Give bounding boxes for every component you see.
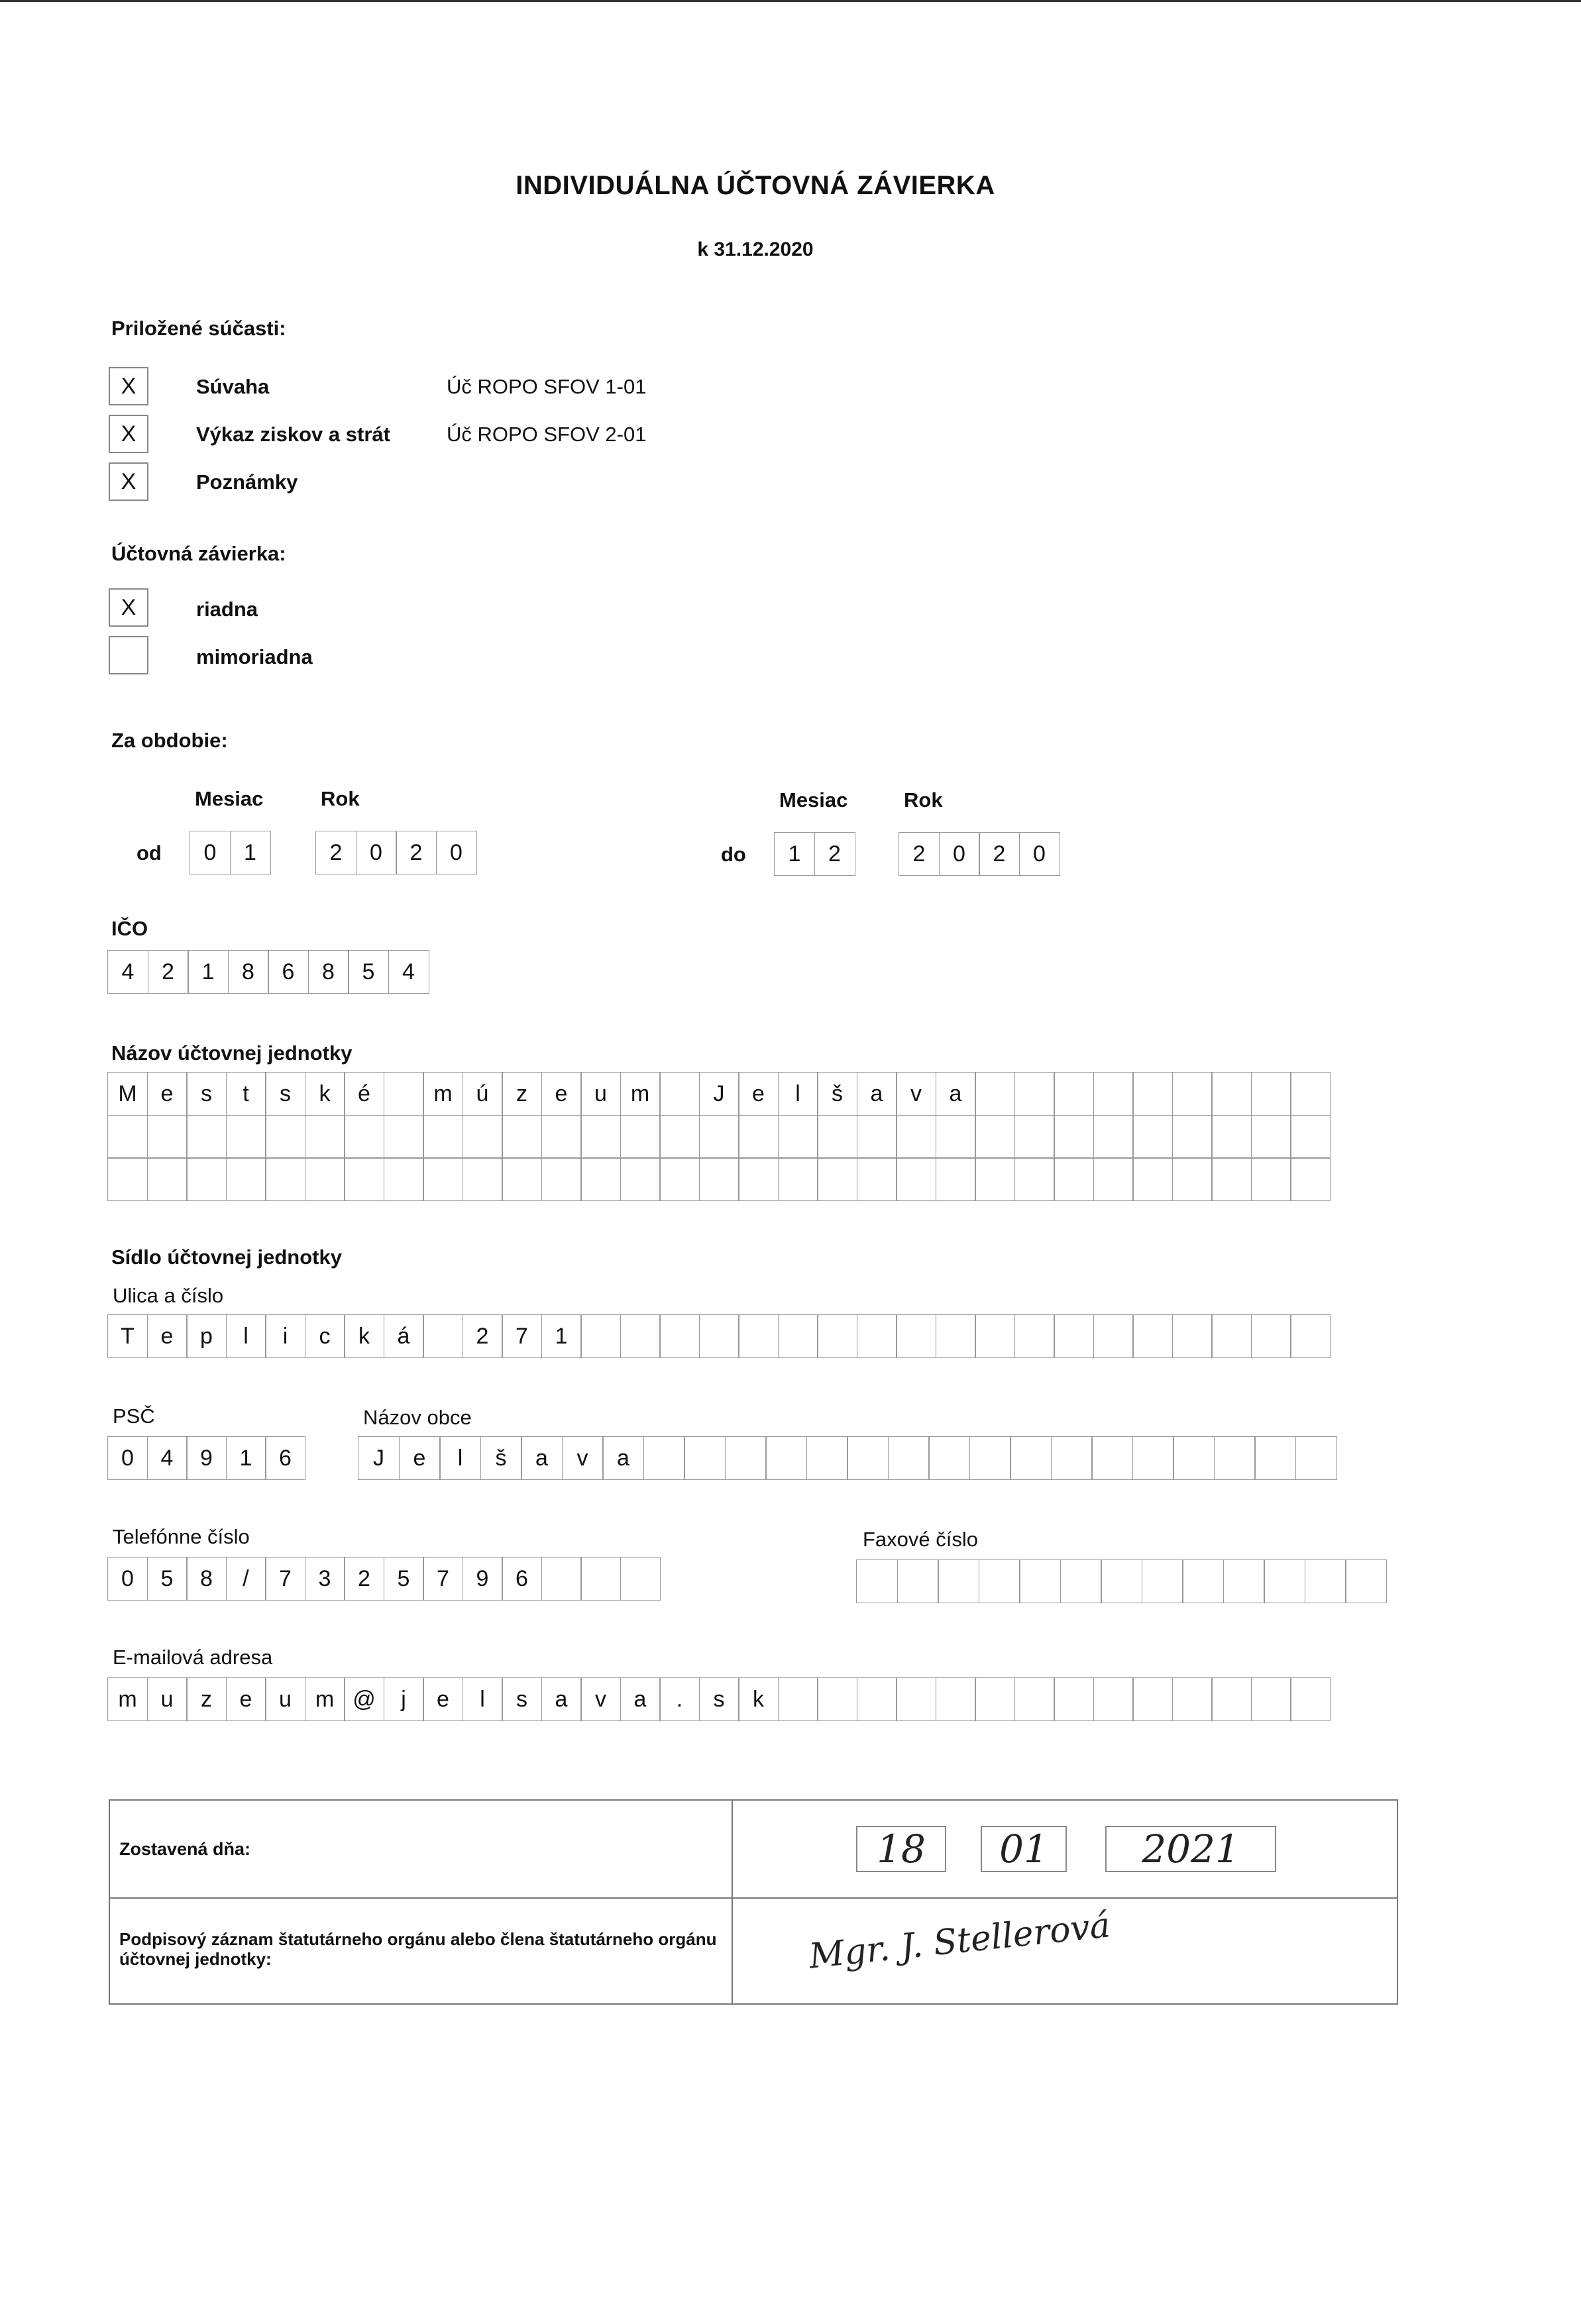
to-label: do xyxy=(721,843,746,866)
compiled-month: 01 xyxy=(981,1826,1067,1872)
attachments-heading: Priložené súčasti: xyxy=(111,317,286,340)
entity-name-cell xyxy=(107,1115,148,1159)
signature-table-divider-h xyxy=(109,1897,1398,1899)
email-cell: a xyxy=(620,1677,661,1721)
street-label: Ulica a číslo xyxy=(113,1284,224,1307)
city-cell xyxy=(1254,1436,1296,1480)
fax-cell xyxy=(1345,1559,1387,1603)
city-cell xyxy=(1010,1436,1052,1480)
phone-cell: 9 xyxy=(463,1557,503,1601)
entity-name-cell: u xyxy=(580,1072,621,1116)
entity-name-cell: t xyxy=(226,1072,266,1116)
fax-cell xyxy=(1019,1559,1061,1603)
entity-name-cell xyxy=(1132,1157,1173,1201)
entity-name-cell xyxy=(541,1115,582,1159)
city-cell xyxy=(1173,1436,1215,1480)
ico-cell: 4 xyxy=(107,950,148,994)
phone-cell: 2 xyxy=(344,1557,384,1601)
from-year-cell: 0 xyxy=(356,831,397,874)
street-cell xyxy=(738,1314,779,1358)
street-cell xyxy=(975,1314,1015,1358)
street-cell: 2 xyxy=(463,1314,503,1358)
street-cell xyxy=(580,1314,621,1358)
email-cell: z xyxy=(186,1677,227,1721)
email-cell: @ xyxy=(344,1677,384,1721)
entity-name-cell xyxy=(1014,1157,1055,1201)
city-cell xyxy=(1295,1436,1337,1480)
period-heading: Za obdobie: xyxy=(111,729,228,752)
entity-name-cell xyxy=(265,1157,305,1201)
entity-name-cell: k xyxy=(305,1072,345,1116)
phone-cell: 7 xyxy=(265,1557,305,1601)
signature-label: Podpisový záznam štatutárneho orgánu alebo člena štatutárneho orgánu účtovnej jednotky: xyxy=(119,1929,717,1969)
entity-name-label: Názov účtovnej jednotky xyxy=(111,1041,353,1065)
attachment-label: Poznámky xyxy=(196,470,298,494)
entity-name-cell xyxy=(186,1157,227,1201)
to-month-cell: 2 xyxy=(814,832,855,876)
city-cell xyxy=(684,1436,726,1480)
email-cell: a xyxy=(541,1677,582,1721)
entity-name-cell xyxy=(305,1115,345,1159)
email-cell: j xyxy=(384,1677,424,1721)
street-cell: e xyxy=(147,1314,188,1358)
email-cell: m xyxy=(305,1677,345,1721)
compiled-year: 2021 xyxy=(1105,1826,1276,1872)
email-cell xyxy=(1054,1677,1094,1721)
phone-cell xyxy=(580,1557,621,1601)
fax-label: Faxové číslo xyxy=(863,1528,979,1551)
entity-name-cell: J xyxy=(699,1072,739,1116)
email-cell: u xyxy=(265,1677,305,1721)
closing-type-checkbox xyxy=(109,636,148,674)
to-year-cell: 0 xyxy=(939,832,980,876)
zip-label: PSČ xyxy=(113,1404,155,1428)
entity-name-cell xyxy=(1290,1115,1331,1159)
entity-name-cell xyxy=(975,1115,1015,1159)
entity-name-cell: a xyxy=(936,1072,976,1116)
email-cells xyxy=(107,1677,1330,1721)
phone-cell: 8 xyxy=(186,1557,227,1601)
from-month-cell: 1 xyxy=(230,831,271,874)
entity-name-grid xyxy=(107,1072,1330,1201)
entity-name-cell xyxy=(620,1115,661,1159)
from-year-cell: 2 xyxy=(396,831,437,874)
city-cell: J xyxy=(358,1436,400,1480)
fax-cell xyxy=(938,1559,979,1603)
entity-name-cell xyxy=(778,1115,818,1159)
attachment-code: Úč ROPO SFOV 2-01 xyxy=(447,423,647,446)
entity-name-cell: l xyxy=(778,1072,818,1116)
city-cells xyxy=(358,1436,1336,1480)
street-cell xyxy=(936,1314,976,1358)
entity-name-cell xyxy=(659,1072,700,1116)
entity-name-cell xyxy=(1054,1115,1094,1159)
entity-name-cell xyxy=(384,1115,424,1159)
entity-name-cell xyxy=(305,1157,345,1201)
city-cell xyxy=(928,1436,970,1480)
entity-name-cell xyxy=(778,1157,818,1201)
entity-name-cell xyxy=(1211,1115,1252,1159)
entity-name-cell xyxy=(226,1157,266,1201)
email-cell xyxy=(817,1677,857,1721)
street-cell xyxy=(1132,1314,1173,1358)
entity-name-cell xyxy=(502,1115,542,1159)
attachment-label: Výkaz ziskov a strát xyxy=(196,423,390,446)
email-cell: u xyxy=(147,1677,188,1721)
street-cell xyxy=(1014,1314,1055,1358)
closing-type-label: mimoriadna xyxy=(196,645,313,668)
entity-name-cell xyxy=(936,1157,976,1201)
fax-cell xyxy=(1142,1559,1183,1603)
city-cell: a xyxy=(602,1436,644,1480)
email-cell: m xyxy=(107,1677,148,1721)
entity-name-cell: é xyxy=(344,1072,384,1116)
entity-name-cell xyxy=(1172,1157,1213,1201)
entity-name-cell xyxy=(857,1157,897,1201)
entity-name-cell xyxy=(738,1157,779,1201)
city-cell xyxy=(847,1436,889,1480)
entity-name-cell xyxy=(659,1157,700,1201)
ico-label: IČO xyxy=(111,917,148,940)
to-month-label: Mesiac xyxy=(779,788,848,812)
email-cell xyxy=(857,1677,897,1721)
entity-name-cell xyxy=(1251,1072,1291,1116)
entity-name-cell xyxy=(1251,1115,1291,1159)
phone-cells xyxy=(107,1557,659,1601)
street-cell: T xyxy=(107,1314,148,1358)
email-cell: s xyxy=(502,1677,542,1721)
fax-cell xyxy=(856,1559,898,1603)
from-year-cell: 2 xyxy=(315,831,356,874)
street-cells xyxy=(107,1314,1330,1358)
phone-label: Telefónne číslo xyxy=(113,1525,250,1548)
from-month-label: Mesiac xyxy=(195,787,264,810)
entity-name-row xyxy=(107,1115,1330,1159)
entity-name-cell xyxy=(226,1115,266,1159)
street-cell: i xyxy=(265,1314,305,1358)
phone-cell: 0 xyxy=(107,1557,148,1601)
email-cell: e xyxy=(423,1677,463,1721)
email-cell xyxy=(778,1677,818,1721)
entity-name-cell: m xyxy=(423,1072,463,1116)
email-cell: e xyxy=(226,1677,266,1721)
attachment-label: Súvaha xyxy=(196,375,270,398)
street-cell: 1 xyxy=(541,1314,582,1358)
city-cell xyxy=(1051,1436,1093,1480)
from-year-cells xyxy=(315,831,476,874)
closing-type-checkbox: X xyxy=(109,588,148,627)
email-cell xyxy=(1211,1677,1252,1721)
from-month-cell: 0 xyxy=(190,831,231,874)
city-cell xyxy=(725,1436,767,1480)
entity-name-cell xyxy=(147,1115,188,1159)
street-cell xyxy=(896,1314,936,1358)
entity-name-cell xyxy=(975,1157,1015,1201)
entity-name-cell xyxy=(265,1115,305,1159)
entity-name-cell: e xyxy=(147,1072,188,1116)
entity-name-row xyxy=(107,1157,1330,1201)
entity-name-cell xyxy=(896,1115,936,1159)
street-cell xyxy=(1211,1314,1252,1358)
email-cell: k xyxy=(738,1677,779,1721)
street-cell: c xyxy=(305,1314,345,1358)
from-year-label: Rok xyxy=(321,787,360,810)
phone-cell: 5 xyxy=(384,1557,424,1601)
attachment-checkbox: X xyxy=(109,367,148,405)
fax-cell xyxy=(1060,1559,1102,1603)
entity-name-cell xyxy=(817,1157,857,1201)
ico-cell: 2 xyxy=(148,950,189,994)
attachment-code: Úč ROPO SFOV 1-01 xyxy=(447,375,647,398)
entity-name-cell: a xyxy=(857,1072,897,1116)
entity-name-cell xyxy=(1172,1072,1213,1116)
entity-name-cell xyxy=(1132,1115,1173,1159)
email-cell: v xyxy=(580,1677,621,1721)
entity-name-cell xyxy=(659,1115,700,1159)
entity-name-cell xyxy=(975,1072,1015,1116)
street-cell xyxy=(620,1314,661,1358)
email-cell xyxy=(1251,1677,1291,1721)
zip-cells xyxy=(107,1436,305,1480)
city-cell xyxy=(888,1436,930,1480)
to-year-cell: 2 xyxy=(979,832,1020,876)
entity-name-cell xyxy=(463,1157,503,1201)
city-cell: v xyxy=(562,1436,604,1480)
closing-type-heading: Účtovná závierka: xyxy=(111,542,286,565)
entity-name-cell xyxy=(699,1157,739,1201)
entity-name-cell xyxy=(1211,1072,1252,1116)
entity-name-cell: m xyxy=(620,1072,661,1116)
entity-name-cell: ú xyxy=(463,1072,503,1116)
attachment-checkbox: X xyxy=(109,462,148,501)
entity-name-cell xyxy=(423,1157,463,1201)
handwritten-signature: Mgr. J. Stellerová xyxy=(807,1905,1113,1977)
ico-cell: 1 xyxy=(188,950,229,994)
city-cell xyxy=(806,1436,848,1480)
phone-cell: / xyxy=(226,1557,266,1601)
entity-name-cell xyxy=(699,1115,739,1159)
street-cell: 7 xyxy=(502,1314,542,1358)
street-cell xyxy=(778,1314,818,1358)
fax-cell xyxy=(1223,1559,1265,1603)
entity-name-cell: v xyxy=(896,1072,936,1116)
city-cell xyxy=(1091,1436,1133,1480)
zip-cell: 1 xyxy=(226,1436,266,1480)
street-cell xyxy=(423,1314,463,1358)
page-top-edge xyxy=(0,0,1581,2)
phone-cell: 6 xyxy=(502,1557,542,1601)
entity-name-cell xyxy=(1172,1115,1213,1159)
to-year-cell: 0 xyxy=(1019,832,1060,876)
street-cell xyxy=(1093,1314,1134,1358)
fax-cell xyxy=(1264,1559,1305,1603)
compiled-day: 18 xyxy=(856,1826,946,1872)
from-month-cells xyxy=(190,831,270,874)
entity-name-cell xyxy=(1093,1157,1134,1201)
entity-name-cell xyxy=(1014,1072,1055,1116)
city-cell xyxy=(1214,1436,1256,1480)
email-cell: . xyxy=(659,1677,700,1721)
fax-cell xyxy=(1182,1559,1224,1603)
ico-cell: 8 xyxy=(308,950,349,994)
street-cell xyxy=(699,1314,739,1358)
zip-cell: 0 xyxy=(107,1436,148,1480)
fax-cells xyxy=(856,1559,1386,1603)
email-cell xyxy=(1093,1677,1134,1721)
city-cell xyxy=(643,1436,685,1480)
document-title: INDIVIDUÁLNA ÚČTOVNÁ ZÁVIERKA xyxy=(516,171,995,200)
entity-name-cell xyxy=(423,1115,463,1159)
street-cell xyxy=(659,1314,700,1358)
city-cell: š xyxy=(480,1436,522,1480)
entity-name-cell xyxy=(580,1157,621,1201)
email-label: E-mailová adresa xyxy=(113,1646,273,1669)
street-cell: k xyxy=(344,1314,384,1358)
ico-cell: 5 xyxy=(348,950,389,994)
entity-name-cell xyxy=(1132,1072,1173,1116)
entity-name-cell xyxy=(896,1157,936,1201)
entity-name-cell: e xyxy=(541,1072,582,1116)
document-date: k 31.12.2020 xyxy=(697,238,814,260)
entity-name-cell xyxy=(620,1157,661,1201)
entity-name-cell xyxy=(936,1115,976,1159)
street-cell xyxy=(1290,1314,1331,1358)
entity-name-cell xyxy=(1290,1157,1331,1201)
phone-cell xyxy=(541,1557,582,1601)
to-month-cell: 1 xyxy=(774,832,815,876)
entity-name-cell xyxy=(344,1157,384,1201)
city-cell: l xyxy=(439,1436,481,1480)
attachment-checkbox: X xyxy=(109,415,148,453)
email-cell xyxy=(1014,1677,1055,1721)
entity-name-cell: š xyxy=(817,1072,857,1116)
email-cell xyxy=(975,1677,1015,1721)
zip-cell: 9 xyxy=(186,1436,227,1480)
entity-name-cell xyxy=(738,1115,779,1159)
city-cell xyxy=(969,1436,1011,1480)
entity-name-cell xyxy=(147,1157,188,1201)
to-year-cells xyxy=(899,832,1059,876)
entity-name-cell xyxy=(1054,1157,1094,1201)
phone-cell: 7 xyxy=(423,1557,463,1601)
entity-name-cell xyxy=(1014,1115,1055,1159)
from-label: od xyxy=(136,841,162,865)
entity-name-cell xyxy=(344,1115,384,1159)
ico-cell: 4 xyxy=(388,950,429,994)
fax-cell xyxy=(1305,1559,1346,1603)
street-cell xyxy=(857,1314,897,1358)
to-month-cells xyxy=(774,832,854,876)
entity-name-cell xyxy=(384,1157,424,1201)
entity-name-cell xyxy=(1251,1157,1291,1201)
from-year-cell: 0 xyxy=(436,831,477,874)
email-cell: l xyxy=(463,1677,503,1721)
signature-table-divider-v xyxy=(732,1799,733,2005)
zip-cell: 6 xyxy=(265,1436,305,1480)
street-cell xyxy=(817,1314,857,1358)
email-cell xyxy=(1172,1677,1213,1721)
compiled-label: Zostavená dňa: xyxy=(119,1839,251,1859)
ico-cell: 6 xyxy=(268,950,309,994)
entity-name-cell xyxy=(541,1157,582,1201)
street-cell xyxy=(1054,1314,1094,1358)
to-year-cell: 2 xyxy=(899,832,940,876)
email-cell xyxy=(1290,1677,1331,1721)
entity-name-cell: s xyxy=(265,1072,305,1116)
entity-name-cell: s xyxy=(186,1072,227,1116)
street-cell xyxy=(1172,1314,1213,1358)
ico-cells xyxy=(107,950,428,994)
entity-name-cell xyxy=(186,1115,227,1159)
to-year-label: Rok xyxy=(904,788,943,812)
entity-name-cell xyxy=(1054,1072,1094,1116)
entity-name-cell: e xyxy=(738,1072,779,1116)
phone-cell xyxy=(620,1557,661,1601)
street-cell: p xyxy=(186,1314,227,1358)
email-cell xyxy=(936,1677,976,1721)
entity-name-row xyxy=(107,1072,1330,1116)
entity-name-cell xyxy=(817,1115,857,1159)
ico-cell: 8 xyxy=(228,950,269,994)
street-cell: á xyxy=(384,1314,424,1358)
fax-cell xyxy=(979,1559,1020,1603)
email-cell xyxy=(896,1677,936,1721)
entity-name-cell xyxy=(384,1072,424,1116)
entity-name-cell xyxy=(463,1115,503,1159)
city-cell: e xyxy=(399,1436,441,1480)
email-cell: s xyxy=(699,1677,739,1721)
street-cell: l xyxy=(226,1314,266,1358)
city-label: Názov obce xyxy=(363,1406,472,1429)
entity-name-cell xyxy=(1211,1157,1252,1201)
email-cell xyxy=(1132,1677,1173,1721)
city-cell xyxy=(765,1436,807,1480)
fax-cell xyxy=(897,1559,939,1603)
entity-name-cell: z xyxy=(502,1072,542,1116)
closing-type-label: riadna xyxy=(196,598,258,621)
entity-name-cell xyxy=(857,1115,897,1159)
zip-cell: 4 xyxy=(147,1436,188,1480)
entity-name-cell xyxy=(1093,1072,1134,1116)
city-cell xyxy=(1132,1436,1174,1480)
entity-name-cell xyxy=(1290,1072,1331,1116)
entity-name-cell xyxy=(107,1157,148,1201)
fax-cell xyxy=(1101,1559,1142,1603)
entity-name-cell: M xyxy=(107,1072,148,1116)
entity-name-cell xyxy=(580,1115,621,1159)
entity-name-cell xyxy=(1093,1115,1134,1159)
phone-cell: 3 xyxy=(305,1557,345,1601)
city-cell: a xyxy=(521,1436,563,1480)
seat-heading: Sídlo účtovnej jednotky xyxy=(111,1245,342,1269)
entity-name-cell xyxy=(502,1157,542,1201)
phone-cell: 5 xyxy=(147,1557,188,1601)
street-cell xyxy=(1251,1314,1291,1358)
